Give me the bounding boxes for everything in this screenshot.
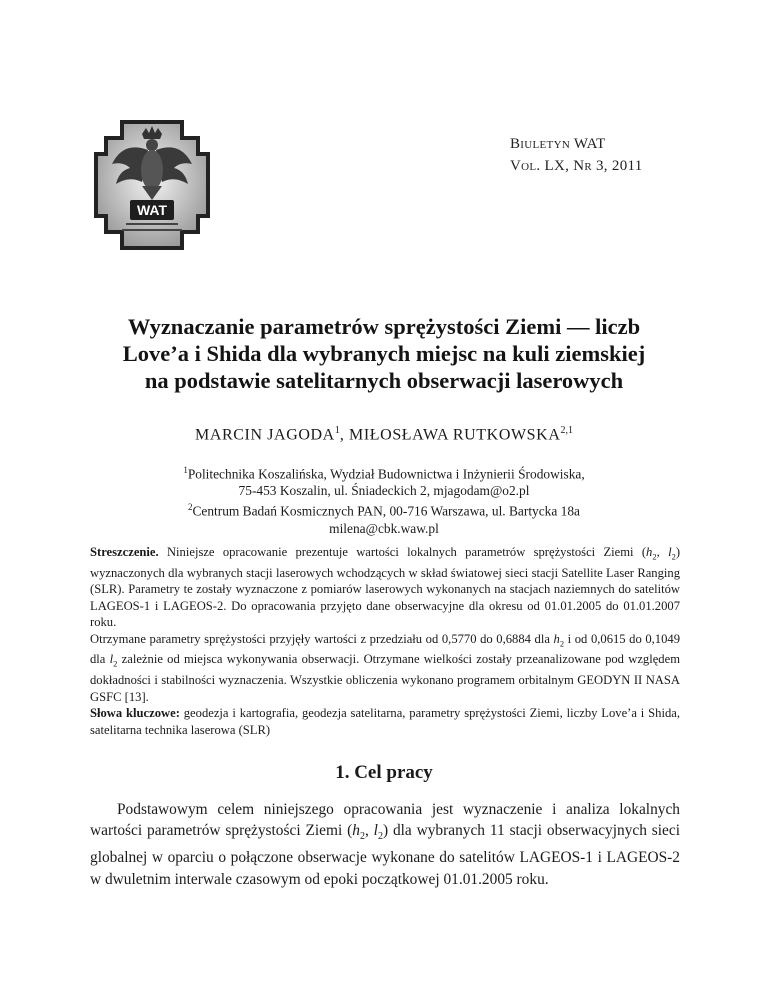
symbol-sub: 2: [359, 831, 365, 843]
abstract-text-2b: i od 0,0615 do 0,1049 dla: [90, 631, 680, 667]
section-text-a: Podstawowym celem niniejszego opracowania jest wyznaczenie i analiza lokalnych wartości parametrów sprężystości Ziemi (: [90, 801, 680, 840]
symbol-h: h: [553, 631, 560, 646]
author-separator: ,: [339, 426, 350, 444]
abstract-text-1b: ) wyznaczonych dla wybranych stacji laserowych wchodzących w skład światowej sieci stacji Satellite Laser Ranging (SLR). Parametry te zostały wyznaczone z pomiarów laserowych wykonanych na stacjach naziemnych do satelitów LAGEOS-1 i LAGEOS-2. Do opracowania przyjęto dane obserwacyjne dla okresu od 01.01.2005 do 01.01.2007 roku.: [90, 545, 681, 630]
affiliation-2: [0, 499, 768, 519]
symbol-h: h: [646, 545, 653, 559]
affiliation-2-line-2: milena@cbk.waw.pl: [329, 520, 439, 536]
author-2: MIŁOSŁAWA RUTKOWSKA: [349, 426, 561, 444]
abstract-label: Streszczenie.: [90, 545, 159, 559]
keywords: [90, 705, 680, 738]
wat-emblem-logo: [92, 118, 212, 252]
symbol-l: l: [668, 545, 672, 559]
affiliation-1: [0, 462, 768, 482]
title-line-3: na podstawie satelitarnych obserwacji laserowych: [144, 368, 624, 393]
abstract-text-1a: Niniejsze opracowanie prezentuje wartości lokalnych parametrów sprężystości Ziemi (: [158, 545, 647, 559]
affiliations: [0, 462, 768, 537]
keywords-label: Słowa kluczowe:: [90, 706, 180, 721]
journal-header: [510, 133, 643, 177]
section-text-b: ) dla wybranych 11 stacji obserwacyjnych sieci globalnej w oparciu o połączone obserwacje wykonane do satelitów LAGEOS-1 i LAGEOS-2 w dwuletnim interwale czasowym od epoki początkowej 01.01.2005 roku.: [90, 822, 680, 888]
author-list: [0, 425, 768, 444]
symbol-l: l: [109, 652, 114, 667]
author-1-sup: 1: [334, 425, 340, 436]
symbol-comma: ,: [364, 822, 374, 840]
section-body: [90, 799, 680, 890]
symbol-comma: ,: [656, 545, 669, 559]
symbol-sub: 2: [652, 551, 657, 562]
affiliation-2-sup: 2: [187, 502, 193, 513]
abstract-text-2a: Otrzymane parametry sprężystości przyjęły wartości z przedziału od 0,5770 do 0,6884 dla: [90, 631, 554, 646]
symbol-l: l: [373, 822, 378, 840]
symbol-sub: 2: [113, 658, 118, 669]
journal-issue: Vol. LX, Nr 3, 2011: [510, 158, 643, 174]
symbol-sub: 2: [671, 551, 676, 562]
affiliation-2-line-1: Centrum Badań Kosmicznych PAN, 00-716 Warszawa, ul. Bartycka 18a: [192, 503, 581, 519]
section-title: 1. Cel pracy: [335, 762, 433, 783]
symbol-sub: 2: [377, 831, 383, 843]
symbol-sub: 2: [559, 638, 565, 649]
abstract: [90, 544, 680, 738]
journal-name: Biuletyn WAT: [510, 136, 606, 152]
paper-title: [70, 313, 698, 394]
title-line-2: Love’a i Shida dla wybranych miejsc na kuli ziemskiej: [122, 341, 646, 366]
abstract-paragraph-2: [90, 631, 680, 706]
author-2-sup: 2,1: [560, 425, 573, 436]
symbol-h: h: [352, 822, 360, 840]
logo-text: WAT: [136, 202, 168, 218]
abstract-text-2c: zależnie od miejsca wykonywania obserwacji. Otrzymane wielkości zostały przeanalizowane pod względem dokładności i stabilności wyznaczenia. Wszystkie obliczenia wykonano programem orbitalnym GEODYN II NASA GSFC [13].: [90, 652, 680, 704]
affiliation-1-line-1: Politechnika Koszalińska, Wydział Budownictwa i Inżynierii Środowiska,: [187, 466, 585, 482]
title-line-1: Wyznaczanie parametrów sprężystości Ziemi — liczb: [127, 314, 641, 339]
affiliation-1-line-2: 75-453 Koszalin, ul. Śniadeckich 2, mjagodam@o2.pl: [238, 483, 530, 499]
section-paragraph: [90, 799, 680, 890]
keywords-text: geodezja i kartografia, geodezja satelitarna, parametry sprężystości Ziemi, liczby Love’a i Shida, satelitarna technika laserowa (SLR): [90, 706, 680, 737]
affiliation-1-sup: 1: [183, 465, 188, 475]
abstract-paragraph-1: [90, 544, 680, 631]
author-1: MARCIN JAGODA: [195, 426, 335, 444]
